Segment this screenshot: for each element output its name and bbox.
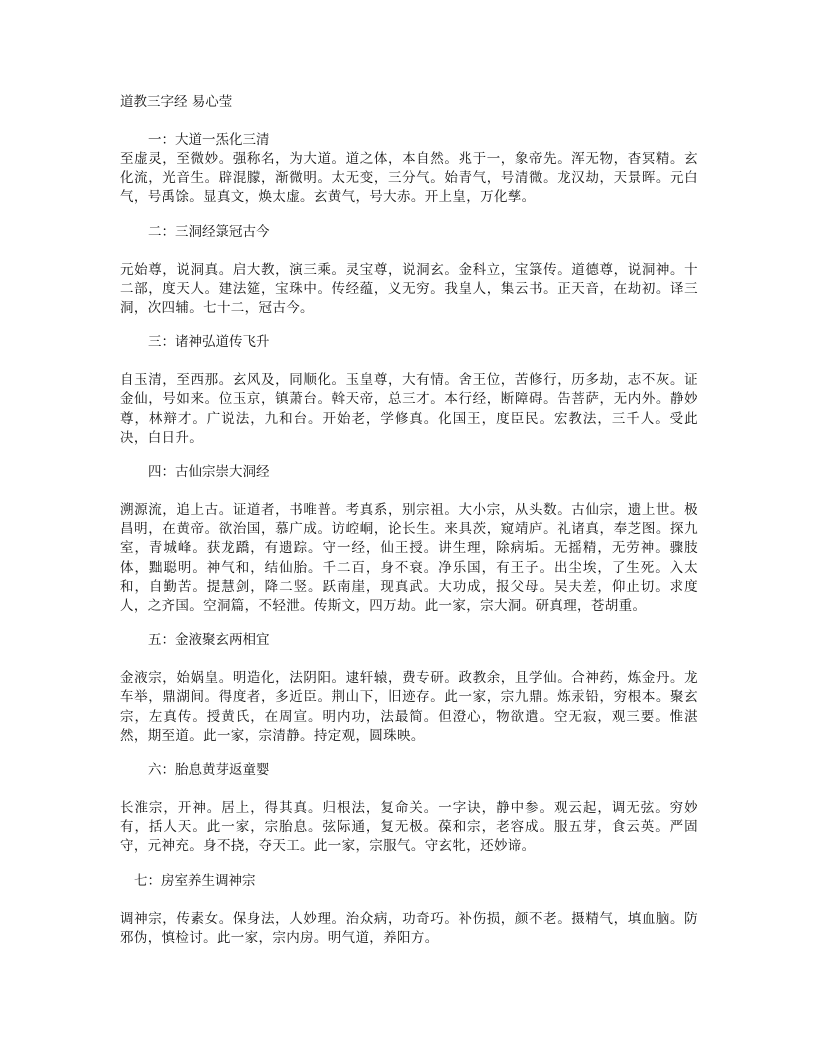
- section-body: 至虚灵，至微妙。强称名，为大道。道之体，本自然。兆于一，象帝先。浑无物，杳冥精。玄化流，光音生。辟混朦，渐微明。太无变，三分气。始青气，号清微。龙汉劫，天景晖。元白气，号禹馀。显真文，焕太虚。玄黄气，号大赤。开上皇，万化孳。: [120, 151, 698, 206]
- section-body: 金液宗，始娲皇。明造化，法阴阳。逮轩辕，费专研。政教余，且学仙。合神药，炼金丹。龙车举，鼎湖间。得度者，多近臣。荆山下，旧迹存。此一家，宗九鼎。炼汞铅，穷根本。聚玄宗，左真传。授黄氏，在周宣。明内功，法最简。但澄心，物欲遣。空无寂，观三要。惟湛然，期至道。此一家，宗清静。持定观，圆珠映。: [120, 670, 698, 744]
- section-body: 自玉清，至西那。玄风及，同顺化。玉皇尊，大有情。舍王位，苦修行，历多劫，志不灰。证金仙，号如来。位玉京，镇萧台。斡天帝，总三才。本行经，断障碍。告菩萨，无内外。静妙尊，林辩才。广说法，九和台。开始老，学修真。化国王，度臣民。宏教法，三千人。受此决，白日升。: [120, 372, 698, 446]
- section-6: [120, 761, 698, 857]
- section-3: [120, 333, 698, 448]
- document-page: [120, 93, 698, 963]
- section-2: [120, 223, 698, 319]
- section-heading: 六：胎息黄芽返童婴: [148, 762, 270, 779]
- section-heading: 五：金液聚玄两相宜: [148, 632, 270, 649]
- section-4: [120, 463, 698, 616]
- section-heading: 七：房室养生调神宗: [134, 872, 256, 889]
- document-title: 道教三字经 易心莹: [120, 94, 233, 110]
- section-1: [120, 131, 698, 208]
- section-5: [120, 631, 698, 746]
- section-body: 元始尊，说洞真。启大教，演三乘。灵宝尊，说洞玄。金科立，宝箓传。道德尊，说洞神。十二部，度天人。建法筵，宝珠中。传经蕴，义无穷。我皇人，集云书。正天音，在劫初。译三洞，次四辅。七十二，冠古今。: [120, 261, 698, 317]
- section-heading: 一：大道一炁化三清: [148, 132, 270, 148]
- section-7: [120, 872, 698, 948]
- section-body: 调神宗，传素女。保身法，人妙理。治众病，功奇巧。补伤损，颜不老。摄精气，填血脑。防邪伪，慎检讨。此一家，宗内房。明气道，养阳方。: [120, 910, 698, 946]
- section-body: 溯源流，追上古。证道者，书唯普。考真系，别宗祖。大小宗，从头数。古仙宗，遗上世。极昌明，在黄帝。欲治国，慕广成。访崆峒，论长生。来具茨，窥靖庐。礼诸真，奉芝图。探九室，青城峰。获龙蹻，有遗踪。守一经，仙王授。讲生理，除病垢。无摇精，无劳神。骤肢体，黜聪明。神气和，结仙胎。千二百，身不衰。净乐国，有王子。出尘埃，了生死。入太和，自勤苦。提慧剑，降二竖。跃南崖，现真武。大功成，报父母。吴夫差，仰止切。求度人，之齐国。空洞篇，不轻泄。传斯文，四万劫。此一家，宗大洞。研真理，苍胡重。: [120, 502, 698, 615]
- section-heading: 四：古仙宗崇大洞经: [148, 464, 270, 481]
- section-body: 长淮宗，开神。居上，得其真。归根法，复命关。一字诀，静中参。观云起，调无弦。穷妙有，括人天。此一家，宗胎息。弦际通，复无极。葆和宗，老容成。服五芽，食云英。严固守，元神充。身不挠，夺天工。此一家，宗服气。守玄牝，还妙谛。: [120, 800, 698, 855]
- section-heading: 三：诸神弘道传飞升: [148, 334, 270, 351]
- section-heading: 二：三洞经箓冠古今: [148, 223, 270, 240]
